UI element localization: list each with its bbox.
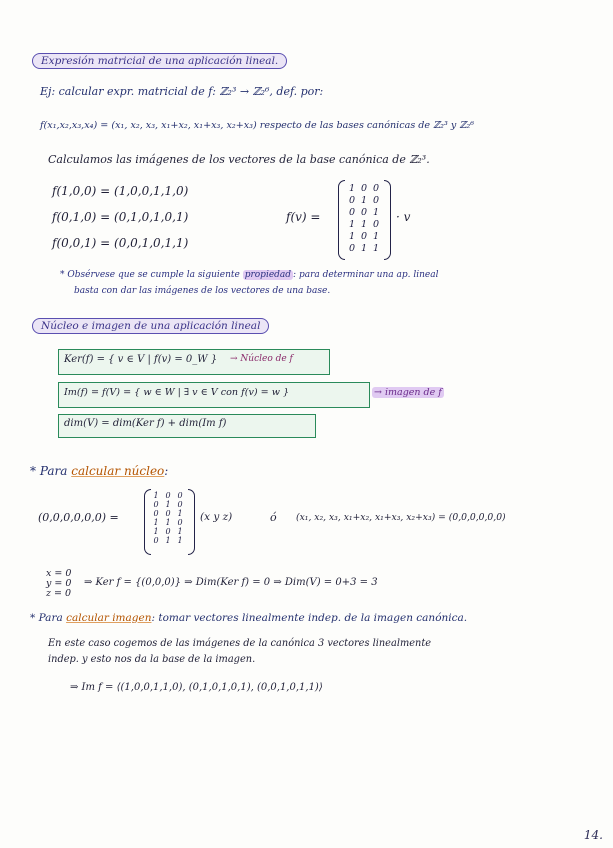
matrix2-right-bracket — [188, 489, 195, 555]
matrix-b-cell-4-2: 1 — [177, 527, 183, 536]
matrix-b-cell-4-0: 1 — [153, 527, 159, 536]
matrix-a-cell-0-1: 0 — [360, 183, 368, 194]
matrix-right-bracket — [384, 180, 391, 260]
matrix-a-cell-4-1: 0 — [360, 231, 368, 242]
matrix-a — [346, 183, 382, 254]
matrix-b-cell-5-1: 1 — [165, 536, 171, 545]
matrix-b-cell-3-1: 1 — [165, 518, 171, 527]
matrix-a-cell-2-2: 1 — [372, 207, 380, 218]
matrix-b-cell-2-2: 1 — [177, 509, 183, 518]
matrix-left-bracket — [338, 180, 345, 260]
matrix-a-cell-5-2: 1 — [372, 243, 380, 254]
para-text: * Para — [30, 464, 68, 478]
or-text: ó — [270, 511, 277, 524]
matrix-b-cell-2-1: 0 — [165, 509, 171, 518]
matrix-a-cell-1-2: 0 — [372, 195, 380, 206]
matrix-a-cell-0-2: 0 — [372, 183, 380, 194]
image-f100: f(1,0,0) = (1,0,0,1,1,0) — [52, 184, 189, 198]
matrix-b-cell-5-0: 0 — [153, 536, 159, 545]
alternative-equation: (x₁, x₂, x₃, x₁+x₂, x₁+x₃, x₂+x₃) = (0,0,0,0,0,0) — [296, 512, 506, 523]
nucleus-heading — [30, 464, 168, 478]
solution-z: z = 0 — [46, 588, 72, 599]
matrix-a-cell-2-0: 0 — [348, 207, 356, 218]
image-result: ⇒ Im f = ⟨(1,0,0,1,1,0), (0,1,0,1,0,1), (0,0,1,0,1,1)⟩ — [70, 682, 323, 693]
image-label — [372, 387, 444, 398]
calcular-imagen-link: calcular imagen — [66, 612, 152, 624]
section-title-text-2: Núcleo e imagen de una aplicación lineal — [41, 320, 261, 332]
matrix-a-cell-0-0: 1 — [348, 183, 356, 194]
matrix-b-cell-0-2: 0 — [177, 491, 183, 500]
image-definition: Im(f) = f(V) = { w ∈ W | ∃ v ∈ V con f(v) = w } — [64, 387, 290, 398]
exercise-line: Ej: calcular expr. matricial de f: ℤ₂³ → ℤ₂⁶, def. por: — [40, 85, 324, 98]
matrix-b-cell-3-0: 1 — [153, 518, 159, 527]
matrix-b-cell-5-2: 1 — [177, 536, 183, 545]
kernel-definition: Ker(f) = { v ∈ V | f(v) = 0_W } — [64, 354, 218, 365]
definition-line: f(x₁,x₂,x₃,x₄) = (x₁, x₂, x₃, x₁+x₂, x₁+x₃, x₂+x₃) respecto de las bases canónicas de ℤ₂³ y ℤ₂⁶ — [40, 120, 475, 131]
property-note — [60, 270, 438, 280]
solution-x: x = 0 — [46, 568, 72, 579]
matrix-a-cell-5-0: 0 — [348, 243, 356, 254]
calculation-line: Calculamos las imágenes de los vectores de la base canónica de ℤ₂³. — [48, 153, 430, 166]
matrix-b-cell-0-0: 1 — [153, 491, 159, 500]
zero-vector-lhs: (0,0,0,0,0,0) = — [38, 511, 119, 524]
page-number: 14. — [583, 828, 603, 842]
image-explanation-line1: En este caso cogemos de las imágenes de la canónica 3 vectores linealmente — [48, 638, 432, 649]
dimension-formula: dim(V) = dim(Ker f) + dim(Im f) — [64, 418, 227, 429]
column-vector: (x y z) — [200, 511, 233, 523]
calcular-nucleo-link: calcular núcleo — [71, 464, 165, 478]
image-heading — [30, 612, 467, 624]
note-highlight: propiedad — [244, 270, 292, 280]
image-label-text: → imagen de f — [374, 387, 442, 398]
property-note-line2: basta con dar las imágenes de los vectores de una base. — [74, 286, 331, 296]
matrix-a-cell-2-1: 0 — [360, 207, 368, 218]
matrix-b — [150, 491, 186, 545]
para-text-2: * Para — [30, 612, 63, 624]
matrix-b-cell-2-0: 0 — [153, 509, 159, 518]
solution-y: y = 0 — [46, 578, 72, 589]
image-f010: f(0,1,0) = (0,1,0,1,0,1) — [52, 210, 189, 224]
matrix-a-cell-3-0: 1 — [348, 219, 356, 230]
matrix-a-cell-1-1: 1 — [360, 195, 368, 206]
matrix-b-cell-4-1: 0 — [165, 527, 171, 536]
section-title-matrix-expression — [32, 53, 287, 69]
matrix-b-cell-1-1: 1 — [165, 500, 171, 509]
matrix-b-cell-1-0: 0 — [153, 500, 159, 509]
matrix-a-cell-3-1: 1 — [360, 219, 368, 230]
matrix-a-cell-4-2: 1 — [372, 231, 380, 242]
kernel-label-text: → Núcleo de f — [230, 354, 293, 364]
section-title-kernel-image — [32, 318, 269, 334]
note-rest: : para determinar una ap. lineal — [293, 270, 439, 280]
image-heading-rest: : tomar vectores linealmente indep. de la imagen canónica. — [151, 612, 468, 624]
matrix-b-cell-0-1: 0 — [165, 491, 171, 500]
image-f001: f(0,0,1) = (0,0,1,0,1,1) — [52, 236, 189, 250]
note-prefix: * Obsérvese que se cumple la siguiente — [60, 270, 240, 280]
matrix-lhs: f(v) = — [286, 210, 321, 224]
matrix-a-cell-4-0: 1 — [348, 231, 356, 242]
matrix-b-cell-3-2: 0 — [177, 518, 183, 527]
matrix-b-cell-1-2: 0 — [177, 500, 183, 509]
colon: : — [164, 464, 169, 478]
matrix-a-cell-5-1: 1 — [360, 243, 368, 254]
matrix-a-cell-3-2: 0 — [372, 219, 380, 230]
kernel-label — [230, 354, 293, 364]
image-explanation-line2: indep. y esto nos da la base de la imagen. — [48, 654, 256, 665]
matrix-a-cell-1-0: 0 — [348, 195, 356, 206]
matrix-rhs: · v — [396, 210, 411, 224]
kernel-result: ⇒ Ker f = {(0,0,0)} ⇒ Dim(Ker f) = 0 ⇒ Dim(V) = 0+3 = 3 — [84, 577, 378, 588]
section-title-text: Expresión matricial de una aplicación lineal. — [41, 55, 279, 67]
